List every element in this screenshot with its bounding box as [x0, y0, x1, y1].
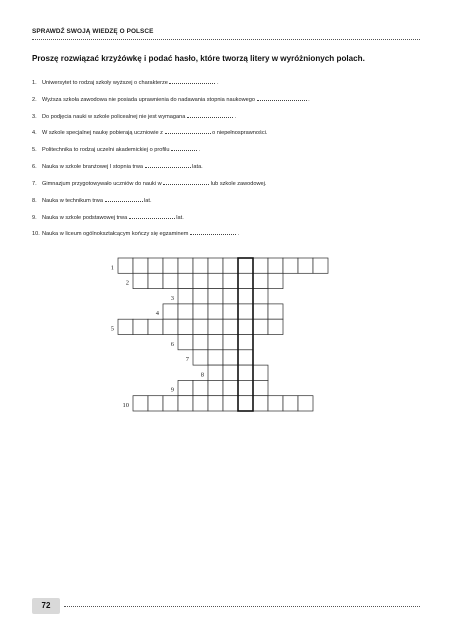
crossword-cell[interactable] [208, 273, 223, 288]
crossword-cell[interactable] [193, 396, 208, 411]
question-number: 10. [32, 231, 40, 237]
question-text: W szkole specjalnej naukę pobierają uczniowie z [42, 130, 165, 136]
crossword-cell[interactable] [118, 319, 133, 334]
crossword-cell[interactable] [163, 273, 178, 288]
clue-number-label: 2 [125, 279, 129, 287]
bottom-dotted-rule [64, 606, 420, 607]
clue-number-label: 5 [110, 325, 114, 333]
crossword-cell[interactable] [133, 258, 148, 273]
crossword-cell[interactable] [253, 289, 268, 304]
crossword-cell[interactable] [223, 304, 238, 319]
crossword-cell[interactable] [193, 258, 208, 273]
question-number: 3. [32, 114, 37, 120]
question-text: Nauka w liceum ogólnokształcącym kończy się egzaminem [42, 231, 190, 237]
crossword-cell[interactable] [238, 319, 253, 334]
crossword-cell[interactable] [193, 304, 208, 319]
crossword-cell[interactable] [253, 273, 268, 288]
question-text: Nauka w technikum trwa [42, 198, 105, 204]
crossword-cell[interactable] [208, 396, 223, 411]
question-number: 6. [32, 164, 37, 170]
crossword-cell[interactable] [148, 396, 163, 411]
crossword-cell[interactable] [208, 319, 223, 334]
clue-number-label: 3 [170, 294, 174, 302]
question-text: Gimnazjum przygotowywało uczniów do nauki w [42, 181, 164, 187]
crossword-cell[interactable] [253, 304, 268, 319]
question-number: 7. [32, 181, 37, 187]
crossword-cell[interactable] [313, 258, 328, 273]
crossword-cell[interactable] [223, 380, 238, 395]
crossword-cell[interactable] [238, 365, 253, 380]
crossword-cell[interactable] [208, 258, 223, 273]
crossword-cell[interactable] [118, 258, 133, 273]
question-text-after: lat. [174, 215, 184, 221]
section-title: SPRAWDŹ SWOJĄ WIEDZĘ O POLSCE [32, 28, 154, 35]
crossword-cell[interactable] [133, 396, 148, 411]
crossword-cell[interactable] [298, 396, 313, 411]
crossword-cell[interactable] [133, 319, 148, 334]
crossword-cell[interactable] [148, 319, 163, 334]
crossword-cell[interactable] [253, 380, 268, 395]
crossword-cell[interactable] [178, 335, 193, 350]
crossword-cell[interactable] [178, 273, 193, 288]
crossword-cell[interactable] [193, 350, 208, 365]
crossword-cell[interactable] [268, 319, 283, 334]
crossword-cell[interactable] [133, 273, 148, 288]
crossword-cell[interactable] [193, 289, 208, 304]
question-number: 5. [32, 147, 37, 153]
crossword-cell[interactable] [268, 273, 283, 288]
crossword-cell[interactable] [193, 273, 208, 288]
crossword-cell[interactable] [223, 396, 238, 411]
crossword-cell[interactable] [178, 289, 193, 304]
crossword-cell[interactable] [178, 258, 193, 273]
crossword-cell[interactable] [223, 273, 238, 288]
crossword-cell[interactable] [178, 304, 193, 319]
clue-number-label: 6 [170, 340, 174, 348]
question-number: 4. [32, 130, 37, 136]
clue-number-label: 8 [200, 371, 204, 379]
crossword-cell[interactable] [163, 304, 178, 319]
crossword-cell[interactable] [163, 396, 178, 411]
crossword-cell[interactable] [148, 273, 163, 288]
question-text-after: . [306, 97, 310, 103]
crossword-cell[interactable] [238, 258, 253, 273]
crossword-cell[interactable] [208, 335, 223, 350]
question-text-after: . [235, 231, 240, 237]
crossword-cell[interactable] [178, 319, 193, 334]
crossword-cell[interactable] [253, 319, 268, 334]
exercise-heading: Proszę rozwiązać krzyżówkę i podać hasło, które tworzą litery w wyróżnionych polach. [32, 54, 365, 63]
crossword-cell[interactable] [253, 365, 268, 380]
crossword-cell[interactable] [223, 350, 238, 365]
crossword-cell[interactable] [253, 396, 268, 411]
question-text-after: lat. [142, 198, 152, 204]
page-number-badge: 72 [32, 598, 60, 614]
crossword-cell[interactable] [208, 304, 223, 319]
crossword-cell[interactable] [193, 380, 208, 395]
crossword-cell[interactable] [238, 396, 253, 411]
question-text: Politechnika to rodzaj uczelni akademickiej o profilu [42, 147, 172, 153]
crossword-cell[interactable] [223, 335, 238, 350]
crossword-cell[interactable] [238, 380, 253, 395]
crossword-cell[interactable] [283, 396, 298, 411]
clue-number-label: 10 [122, 402, 129, 409]
crossword-cell[interactable] [238, 273, 253, 288]
crossword-cell[interactable] [208, 380, 223, 395]
crossword-cell[interactable] [178, 396, 193, 411]
clue-number-label: 4 [155, 310, 159, 318]
question-text-after: . [232, 114, 237, 120]
crossword-cell[interactable] [268, 304, 283, 319]
crossword-cell[interactable] [223, 365, 238, 380]
question-text: Uniwersytet to rodzaj szkoły wyższej o charakterze [42, 80, 170, 86]
crossword-cell[interactable] [208, 289, 223, 304]
question-text-after: lub szkole zawodowej. [209, 181, 267, 187]
crossword-cell[interactable] [238, 335, 253, 350]
crossword-cell[interactable] [223, 258, 238, 273]
question-text-after: . [197, 147, 201, 153]
question-text: Nauka w szkole branżowej I stopnia trwa [42, 164, 145, 170]
crossword-cell[interactable] [298, 258, 313, 273]
question-number: 1. [32, 80, 37, 86]
question-text: Do podjęcia nauki w szkole policealnej nie jest wymagana [42, 114, 187, 120]
crossword-cell[interactable] [238, 304, 253, 319]
crossword-cell[interactable] [208, 350, 223, 365]
clue-number-label: 9 [170, 386, 174, 394]
question-text: Wyższa szkoła zawodowa nie posiada uprawnienia do nadawania stopnia naukowego [42, 97, 257, 103]
crossword-cell[interactable] [148, 258, 163, 273]
crossword-cell[interactable] [238, 289, 253, 304]
question-text-after: o niepełnosprawności. [210, 130, 268, 136]
question-text-after: lata. [190, 164, 203, 170]
question-number: 9. [32, 215, 37, 221]
crossword-cell[interactable] [268, 396, 283, 411]
crossword-cell[interactable] [283, 258, 298, 273]
crossword-cell[interactable] [268, 258, 283, 273]
crossword-cell[interactable] [208, 365, 223, 380]
question-text: Nauka w szkole podstawowej trwa [42, 215, 129, 221]
question-text-after: . [215, 80, 219, 86]
crossword-cell[interactable] [223, 289, 238, 304]
crossword-cell[interactable] [163, 258, 178, 273]
clue-number-label: 1 [110, 264, 114, 272]
crossword-cell[interactable] [238, 350, 253, 365]
crossword-cell[interactable] [223, 319, 238, 334]
crossword-cell[interactable] [163, 319, 178, 334]
clue-number-label: 7 [185, 356, 189, 364]
crossword-cell[interactable] [193, 335, 208, 350]
crossword-cell[interactable] [178, 380, 193, 395]
crossword-cell[interactable] [253, 258, 268, 273]
crossword-cell[interactable] [193, 319, 208, 334]
question-number: 2. [32, 97, 37, 103]
question-number: 8. [32, 198, 37, 204]
